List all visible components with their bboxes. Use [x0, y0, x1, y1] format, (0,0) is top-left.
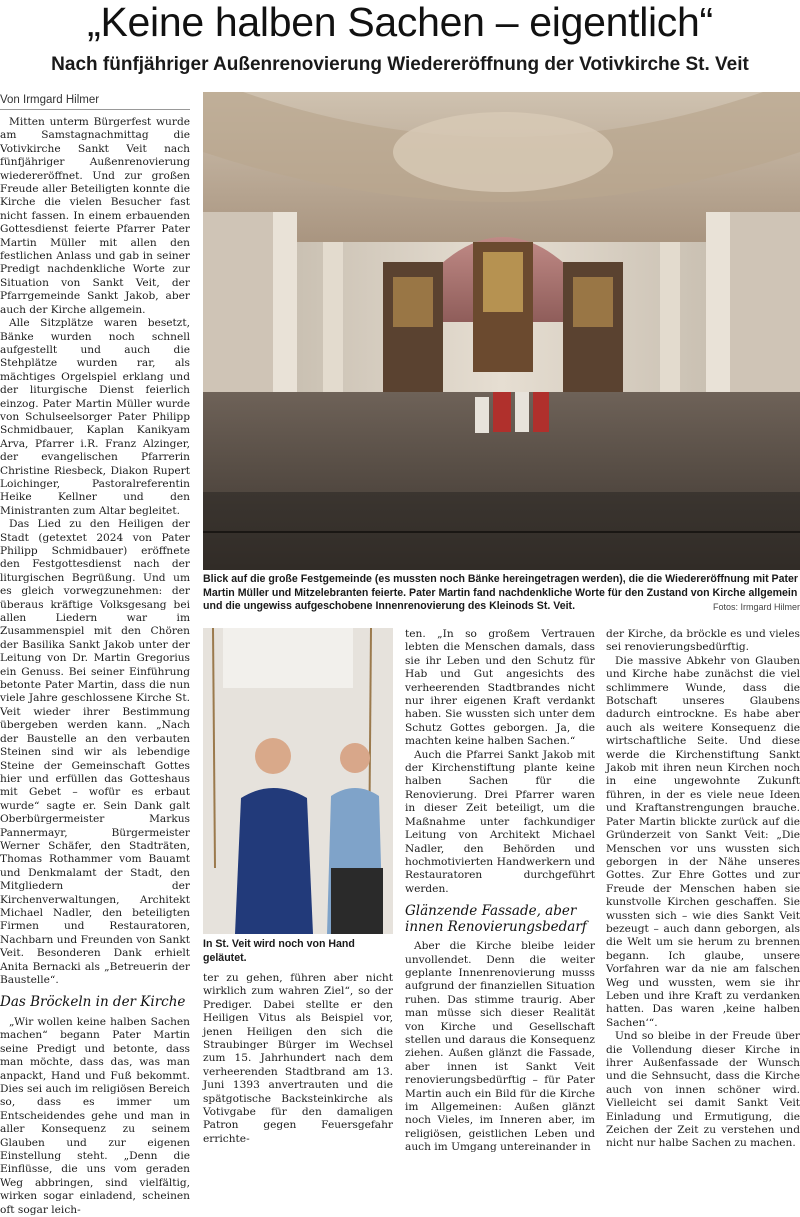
- headline: „Keine halben Sachen – eigentlich“: [87, 0, 713, 45]
- bells-photo-caption: In St. Veit wird noch von Hand geläutet.: [203, 938, 355, 964]
- article-column-1: [0, 116, 190, 1216]
- main-photo-caption: [203, 573, 800, 617]
- byline: Von Irmgard Hilmer: [0, 92, 190, 110]
- article-column-3: [405, 628, 595, 1154]
- paragraph: Mitten unterm Bürgerfest wurde am Samstagnachmittag die Votivkirche Sankt Veit nach fünfjähriger Außenrenovierung wiedereröffnet. Und zur großen Freude aller Beteiligten konnte die Kirche die vielen Besucher fast nicht fassen. In einem erbauenden Gottesdienst feierte Pfarrer Pater Martin Müller mit allen den festlichen Anlass und gab in seiner Predigt nachdenkliche Worte zur Situation von Sankt Veit, der Pfarrgemeinde Sankt Jakob, aber auch der Kirche allgemein.: [0, 116, 190, 316]
- paragraph: Alle Sitzplätze waren besetzt, Bänke wurden noch schnell aufgestellt und auch die Stehplätze wurden rar, als mächtiges Orgelspiel erklang und der liturgische Dienst feierlich einzog. Pater Martin Müller wurde von Schulseelsorger Pater Philipp Schmidbauer, Kaplan Kanikyam Arva, Pfarrer i.R. Franz Alzinger, der evangelischen Pfarrerin Christine Riesbeck, Diakon Rupert Loichinger, Pastoralreferentin Heike Kellner und den Ministranten zum Altar begleitet.: [0, 317, 190, 517]
- bell-ringing-photo: [203, 628, 393, 934]
- photo-credit: Fotos: Irmgard Hilmer: [712, 602, 800, 613]
- subheadline: Nach fünfjähriger Außenrenovierung Wiedereröffnung der Votivkirche St. Veit: [51, 54, 749, 75]
- section-heading: Glänzende Fassade, aber innen Renovierungsbedarf: [405, 903, 587, 935]
- caption-text: Blick auf die große Festgemeinde (es mussten noch Bänke hereingetragen werden), die die Wiedereröffnung mit Pater Martin Müller und Mitzelebranten feierte. Pater Martin fand nachdenkliche Worte für den Zustand von Kirche allgemein und die ungewiss aufgeschobene Innenrenovierung des Kleinods St. Veit.: [203, 573, 799, 613]
- section-heading: Das Bröckeln in der Kirche: [0, 994, 186, 1011]
- paragraph: „Wir wollen keine halben Sachen machen“ begann Pater Martin seine Predigt und betonte, dass man möchte, dass das, was man anpackt, Hand und Fuß bekommt. Dies sei auch im religiösen Bereich so, dass es immer um Entscheidendes gehe und man in aller Konsequenz zu seinem Glauben und zur eigenen Einstellung steht. „Denn die Einflüsse, die uns vom geraden Weg abbringen, sind vielfältig, wirken sogar einladend, scheinen oft sogar leich-: [0, 1015, 190, 1216]
- paragraph: ten. „In so großem Vertrauen lebten die Menschen damals, dass sie ihr Leben und den Schutz für Hab und Gut angesichts des verheerenden Stadtbrandes nicht nur ihrer eigenen Kraft verdankt haben. Sie wussten sich unter dem Schutz Gottes geborgen. Ja, die machten keine halben Sachen.“: [405, 628, 595, 748]
- article-column-2: [203, 972, 393, 1145]
- paragraph: der Kirche, da bröckle es und vieles sei renovierungsbedürftig.: [606, 628, 800, 654]
- paragraph: Die massive Abkehr von Glauben und Kirche habe zunächst die viel schlimmere Wunde, dass die Botschaft unseres Glaubens dadurch eintrockne. Es habe aber auch als weitere Konsequenz die wirtschaftliche Seite. Und diese werde die Kirchenstiftung Sankt Jakob mit ihren neun Kirchen noch in eine ungewohnte Zukunft führen, in der es viele neue Ideen und Kraftanstrengungen brauche. Pater Martin blickte zurück auf die Gründerzeit von Sankt Veit: „Die Menschen vor uns wussten sich geborgen in der Nähe unseres Gottes. Zur Ehre Gottes und zur Freude der Menschen haben sie kunstvolle Kirchen geschaffen. Sie wussten sich – wie dies Sankt Veit bezeugt – auch dann geborgen, als die Welt um sie herum zu brennen begann. Ich glaube, unsere Vorfahren war da nie am falschen Weg und wussten, wem sie ihr Leben und ihre Kraft zu verdanken hatten. Das waren ‚keine halben Sachen‘“.: [606, 654, 800, 1029]
- paragraph: Das Lied zu den Heiligen der Stadt (getextet 2024 von Pater Philipp Schmidbauer) eröffnete den Festgottesdienst nach der liturgischen Begrüßung. Und um es gleich vorwegzunehmen: der überaus kräftige Volksgesang bei allen Liedern war im Zusammenspiel mit den Chören der Basilika Sankt Jakob unter der Leitung von Dr. Martin Gregorius ein Genuss. Bei seiner Einführung betonte Pater Martin, dass die nun viele Jahre geschlossene Kirche St. Veit wieder ihrer Bestimmung übergeben werden kann. „Nach der Baustelle an den verbauten Steinen sind wir als lebendige Steine der Gemeinschaft Gottes hier und erfüllen das Gotteshaus mit Gebet – wofür es erbaut wurde“ sagte er. Sein Dank galt Oberbürgermeister Markus Pannermayr, Bürgermeister Werner Schäfer, den Stadträten, Thomas Rothammer vom Bauamt und Denkmalamt der Stadt, den Mitgliedern der Kirchenverwaltungen, Architekt Michael Nadler, den beteiligten Firmen und Restauratoren, Nachbarn und Freunden von Sankt Veit. Besonderen Dank erhielt Anita Bernacki als „Betreuerin der Baustelle“.: [0, 518, 190, 986]
- paragraph: Auch die Pfarrei Sankt Jakob mit der Kirchenstiftung plante keine halben Sachen für die Renovierung. Drei Pfarrer waren in dieser Zeit beteiligt, um die Maßnahme unter fachkundiger Leitung von Architekt Michael Nadler, den Behörden und hochmotivierten Handwerkern und Restauratoren durchgeführt werden.: [405, 748, 595, 895]
- church-interior-photo: [203, 92, 800, 570]
- paragraph: ter zu gehen, führen aber nicht wirklich zum wahren Ziel“, so der Prediger. Dabei stellte er den Heiligen Vitus als Beispiel vor, jenen Heiligen den sich die Straubinger Bürger im Wechsel zum 15. Jahrhundert nach dem verheerenden Stadtbrand am 13. Juni 1393 anvertrauten und die spätgotische Backsteinkirche als Votivgabe für den damaligen Patron gegen Feuersgefahr errichte-: [203, 972, 393, 1145]
- article-column-4: [606, 628, 800, 1150]
- paragraph: Und so bleibe in der Freude über die Vollendung dieser Kirche in ihrer Außenfassade der Wunsch und die Sehnsucht, dass die Kirche auch von innen schöner wird. Vielleicht sei damit Sankt Veit Einladung und Ermutigung, die Zeichen der Zeit zu verstehen und nicht nur halbe Sachen zu machen.: [606, 1030, 800, 1150]
- paragraph: Aber die Kirche bleibe leider unvollendet. Denn die weiter geplante Innenrenovierung musss aufgrund der finanziellen Situation ruhen. Das stimme traurig. Aber man müsse sich dieser Realität von Kirche und Gesellschaft stellen und daraus die Konsequenz ziehen. Außen glänzt die Fassade, aber innen ist Sankt Veit renovierungsbedürftig – für Pater Martin auch ein Bild für die Kirche im Allgemeinen: Außen glänzt noch Vieles, im Inneren aber, im religiösen, geistlichen Leben und auch im Umgang untereinander in: [405, 940, 595, 1154]
